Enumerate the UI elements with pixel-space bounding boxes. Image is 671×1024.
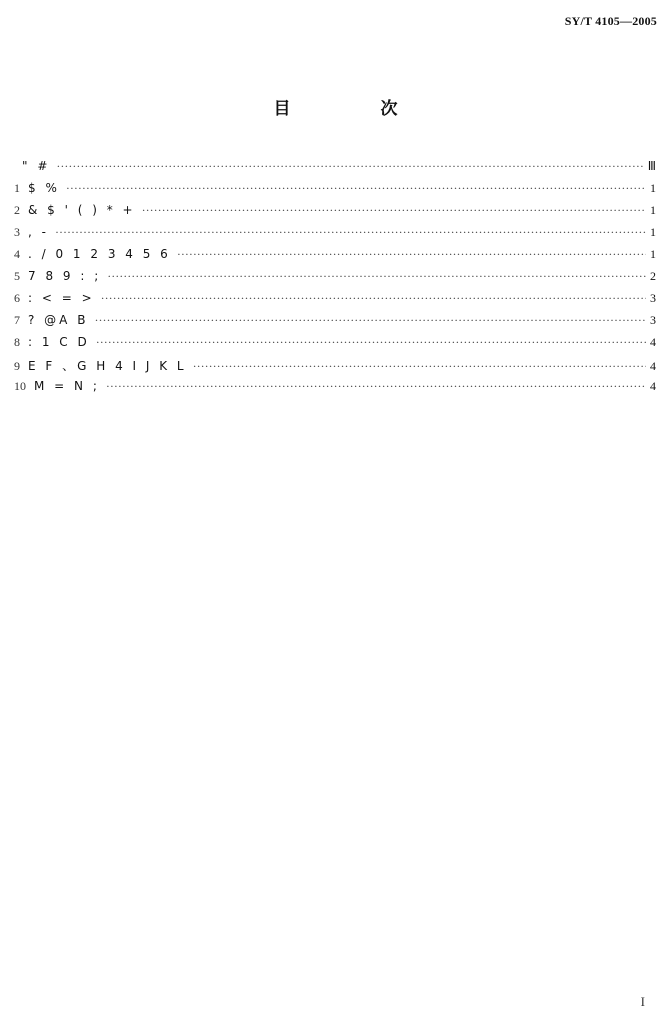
toc-entry-number: 9 [14, 359, 20, 373]
toc-dot-leader [106, 379, 646, 394]
toc-dot-leader [107, 269, 646, 284]
toc-dot-leader [55, 225, 646, 240]
toc-entry-label: $ % [28, 181, 60, 195]
toc-dot-leader [66, 181, 646, 196]
toc-dot-leader [177, 247, 646, 262]
toc-entry-7[interactable] [14, 313, 656, 335]
toc-dot-leader [101, 291, 646, 306]
toc-entry-1[interactable] [14, 181, 656, 203]
toc-entry-page: 4 [650, 359, 656, 373]
toc-entry-label: M = N ; [34, 379, 100, 393]
toc-entry-number: 1 [14, 181, 20, 195]
toc-list [14, 159, 656, 401]
toc-entry-8[interactable] [14, 335, 656, 357]
toc-entry-page: 1 [650, 225, 656, 239]
toc-entry-number: 4 [14, 247, 20, 261]
toc-entry-number: 2 [14, 203, 20, 217]
toc-entry-page: 1 [650, 203, 656, 217]
toc-entry-label: : 1 C D [28, 335, 90, 349]
page-number: I [640, 994, 645, 1009]
toc-entry-page: 4 [650, 335, 656, 349]
toc-entry-label: " # [22, 159, 51, 173]
toc-entry-page: 3 [650, 291, 656, 305]
toc-entry-label: . / 0 1 2 3 4 5 6 [28, 247, 171, 261]
toc-entry-label: : < = > [28, 291, 95, 305]
toc-title: 目 次 [273, 99, 440, 119]
toc-entry-label: ? @A B [28, 313, 89, 327]
toc-entry-number: 3 [14, 225, 20, 239]
toc-entry-3[interactable] [14, 225, 656, 247]
toc-entry-number: 10 [14, 379, 26, 393]
toc-dot-leader [142, 203, 646, 218]
toc-entry-page: 1 [650, 181, 656, 195]
toc-entry-number: 6 [14, 291, 20, 305]
toc-entry-page: 3 [650, 313, 656, 327]
toc-entry-page: 4 [650, 379, 656, 393]
toc-entry-number: 7 [14, 313, 20, 327]
toc-dot-leader [56, 159, 643, 174]
toc-entry-page: 1 [650, 247, 656, 261]
toc-entry-4[interactable] [14, 247, 656, 269]
toc-dot-leader [94, 313, 646, 328]
toc-entry-number: 5 [14, 269, 20, 283]
toc-entry-number: 8 [14, 335, 20, 349]
standard-number: SY/T 4105—2005 [564, 14, 657, 28]
toc-entry-9[interactable] [14, 357, 656, 379]
toc-entry-6[interactable] [14, 291, 656, 313]
toc-entry-label: E F 、G H 4 I J K L [28, 359, 187, 373]
toc-entry-10[interactable] [14, 379, 656, 401]
toc-entry-label: , - [28, 225, 49, 239]
toc-entry-label: 7 8 9 : ; [28, 269, 102, 283]
toc-entry-foreword[interactable] [14, 159, 656, 181]
toc-entry-2[interactable] [14, 203, 656, 225]
toc-dot-leader [96, 335, 646, 350]
toc-entry-5[interactable] [14, 269, 656, 291]
toc-dot-leader [193, 359, 646, 374]
toc-entry-page: Ⅲ [647, 159, 656, 173]
toc-entry-label: & $ ' ( ) * + [28, 203, 136, 217]
toc-entry-page: 2 [650, 269, 656, 283]
